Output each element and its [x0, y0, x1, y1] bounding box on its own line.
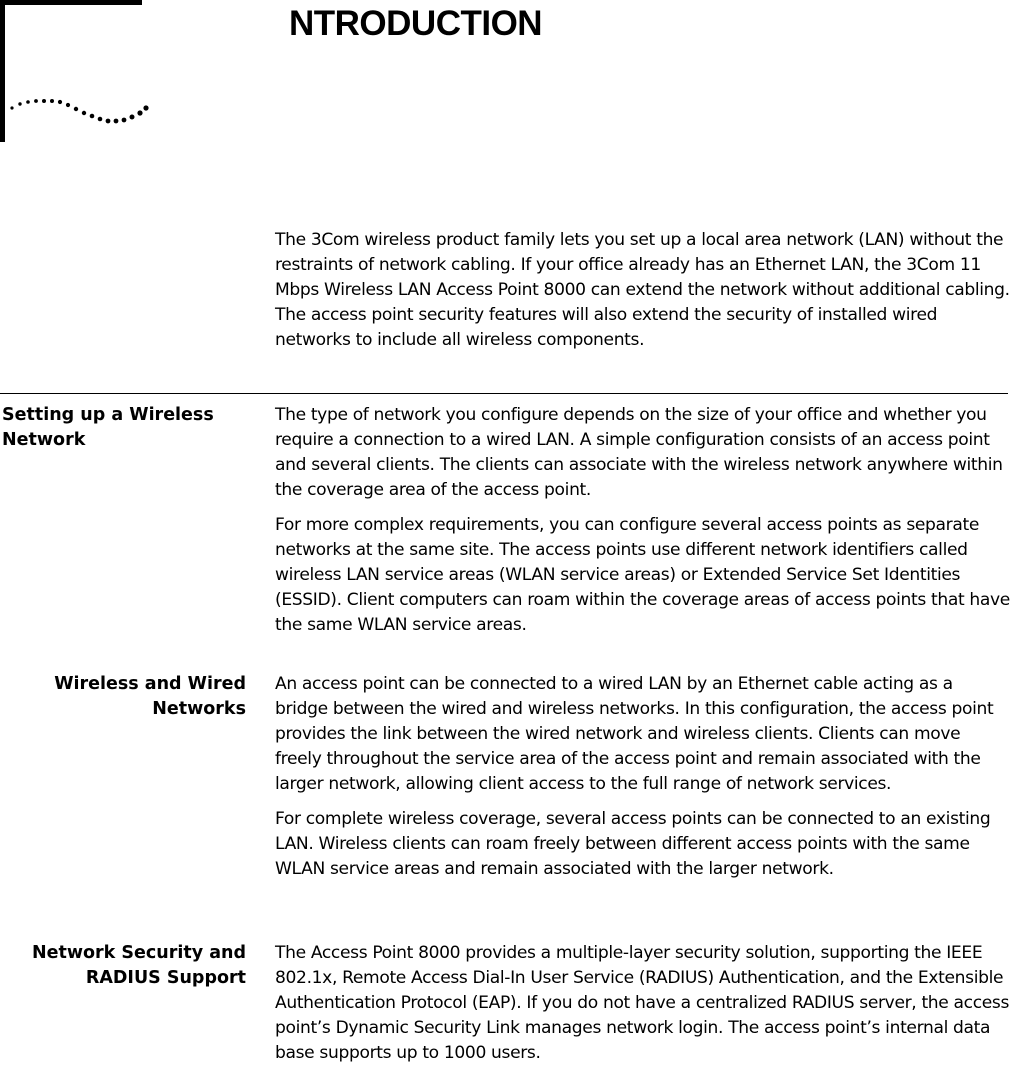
- section-body: [275, 403, 1010, 638]
- intro-block: [275, 228, 1010, 353]
- chapter-vertical-bar: [0, 0, 5, 142]
- section-body: [275, 672, 1010, 882]
- subsection-heading: Network Security and RADIUS Support: [31, 943, 246, 988]
- section-paragraph: An access point can be connected to a wired LAN by an Ethernet cable acting as a bridge between the wired and wireless networks. In this configuration, the access point provides the link between the wired network and wireless clients. Clients can move freely throughout the service area of the access point and remain associated with the larger network, allowing client access to the full range of network services.: [275, 674, 994, 794]
- intro-paragraph: The 3Com wireless product family lets you set up a local area network (LAN) without the restraints of network cabling. If your office already has an Ethernet LAN, the 3Com 11 Mbps Wireless LAN Access Point 8000 can extend the network without additional cabling. The access point security features will also extend the security of installed wired networks to include all wireless components.: [275, 230, 1010, 350]
- section-heading: Setting up a Wireless Network: [2, 405, 214, 450]
- chapter-title: NTRODUCTION: [289, 4, 543, 43]
- chapter-top-rule: [0, 0, 142, 5]
- section-paragraph: The Access Point 8000 provides a multiple-layer security solution, supporting the IEEE 802.1x, Remote Access Dial-In User Service (RADIUS) Authentication, and the Extensible Authentication Protocol (EAP). If you do not have a centralized RADIUS server, the access point’s Dynamic Security Link manages network login. The access point’s internal data base supports up to 1000 users.: [275, 943, 1010, 1063]
- chapter-dotted-wave: [10, 99, 148, 123]
- section-paragraph: For more complex requirements, you can configure several access points as separate networks at the same site. The access points use different network identifiers called wireless LAN service areas (WLAN service areas) or Extended Service Set Identities (ESSID). Client computers can roam within the coverage areas of access points that have the same WLAN service areas.: [275, 515, 1010, 635]
- subsection-heading: Wireless and Wired Networks: [54, 674, 246, 719]
- section-paragraph: The type of network you configure depends on the size of your office and whether you require a connection to a wired LAN. A simple configuration consists of an access point and several clients. The clients can associate with the wireless network anywhere within the coverage area of the access point.: [275, 405, 1003, 500]
- chapter-corner-decoration: [0, 0, 150, 142]
- section-body: [275, 941, 1010, 1066]
- section-divider: [0, 393, 1008, 394]
- section-paragraph: For complete wireless coverage, several access points can be connected to an existing LAN. Wireless clients can roam freely between different access points with the same WLAN service areas and remain associated with the larger network.: [275, 809, 991, 879]
